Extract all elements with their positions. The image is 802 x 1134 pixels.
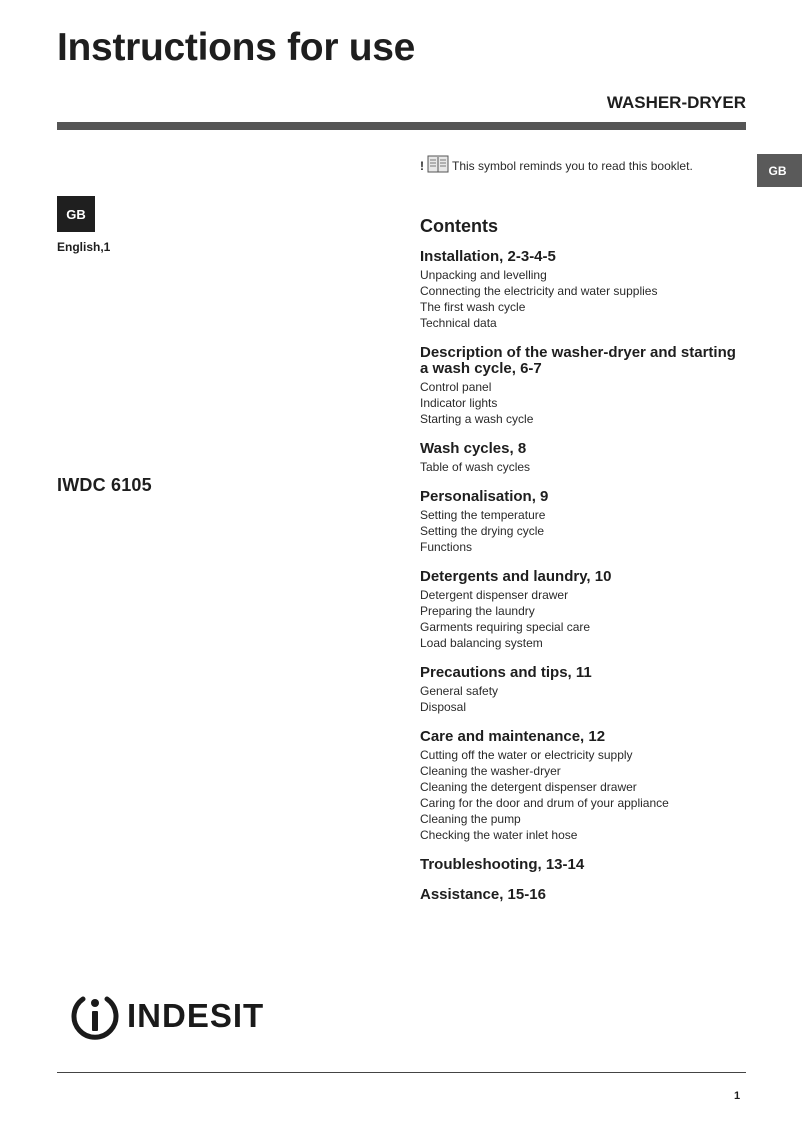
read-booklet-notice xyxy=(420,155,693,176)
toc-section xyxy=(420,345,740,427)
toc-item[interactable]: Load balancing system xyxy=(420,636,543,650)
page-number: 1 xyxy=(734,1090,741,1102)
toc-item[interactable]: Unpacking and levelling xyxy=(420,268,547,282)
toc-section-heading[interactable]: Description of the washer-dryer and starting a wash cycle, 6-7 xyxy=(420,344,736,377)
brand-logo xyxy=(69,990,264,1042)
toc-section-heading[interactable]: Personalisation, 9 xyxy=(420,488,549,505)
toc-section xyxy=(420,489,740,555)
contents-title: Contents xyxy=(420,216,498,236)
toc-section xyxy=(420,441,740,475)
indesit-logo-icon xyxy=(69,990,121,1042)
toc-item[interactable]: Indicator lights xyxy=(420,396,498,410)
toc-section xyxy=(420,665,740,715)
toc-item[interactable]: Cleaning the detergent dispenser drawer xyxy=(420,780,637,794)
toc-item[interactable]: Connecting the electricity and water supplies xyxy=(420,284,658,298)
toc-item[interactable]: Preparing the laundry xyxy=(420,604,535,618)
warning-mark: ! xyxy=(420,158,424,173)
side-tab-gb[interactable] xyxy=(757,154,802,187)
toc-item[interactable]: Setting the drying cycle xyxy=(420,524,545,538)
table-of-contents xyxy=(420,216,740,917)
toc-section-heading[interactable]: Care and maintenance, 12 xyxy=(420,728,606,745)
toc-section xyxy=(420,857,740,873)
page-title: Instructions for use xyxy=(57,26,416,69)
toc-item[interactable]: Cleaning the pump xyxy=(420,812,521,826)
toc-section xyxy=(420,887,740,903)
toc-section-heading[interactable]: Wash cycles, 8 xyxy=(420,440,527,457)
toc-item[interactable]: The first wash cycle xyxy=(420,300,526,314)
toc-item[interactable]: Garments requiring special care xyxy=(420,620,591,634)
toc-section-heading[interactable]: Detergents and laundry, 10 xyxy=(420,568,612,585)
toc-section xyxy=(420,729,740,843)
notice-text: This symbol reminds you to read this booklet. xyxy=(452,158,693,173)
toc-section-heading[interactable]: Assistance, 15-16 xyxy=(420,886,546,903)
toc-item[interactable]: Caring for the door and drum of your appliance xyxy=(420,796,669,810)
toc-section xyxy=(420,249,740,331)
language-link[interactable]: English,1 xyxy=(57,240,111,254)
header-bar xyxy=(57,122,746,130)
toc-section-heading[interactable]: Precautions and tips, 11 xyxy=(420,664,592,681)
model-number: IWDC 6105 xyxy=(57,475,152,495)
toc-section-heading[interactable]: Troubleshooting, 13-14 xyxy=(420,856,585,873)
toc-item[interactable]: Checking the water inlet hose xyxy=(420,828,578,842)
language-badge-label: GB xyxy=(66,206,86,222)
product-type: WASHER-DRYER xyxy=(606,93,746,112)
toc-item[interactable]: General safety xyxy=(420,684,499,698)
toc-item[interactable]: Functions xyxy=(420,540,473,554)
toc-section xyxy=(420,569,740,651)
side-tab-label: GB xyxy=(768,163,787,178)
toc-item[interactable]: Cleaning the washer-dryer xyxy=(420,764,561,778)
toc-item[interactable]: Table of wash cycles xyxy=(420,460,531,474)
toc-item[interactable]: Control panel xyxy=(420,380,492,394)
toc-section-heading[interactable]: Installation, 2-3-4-5 xyxy=(420,248,556,265)
footer-rule xyxy=(57,1072,746,1073)
toc-item[interactable]: Setting the temperature xyxy=(420,508,546,522)
toc-item[interactable]: Disposal xyxy=(420,700,467,714)
brand-name: INDESIT xyxy=(127,997,265,1034)
toc-sections xyxy=(420,249,740,903)
toc-item[interactable]: Cutting off the water or electricity supply xyxy=(420,748,633,762)
toc-item[interactable]: Detergent dispenser drawer xyxy=(420,588,569,602)
toc-item[interactable]: Starting a wash cycle xyxy=(420,412,534,426)
language-badge xyxy=(57,196,95,232)
toc-item[interactable]: Technical data xyxy=(420,316,497,330)
book-icon xyxy=(427,155,449,176)
